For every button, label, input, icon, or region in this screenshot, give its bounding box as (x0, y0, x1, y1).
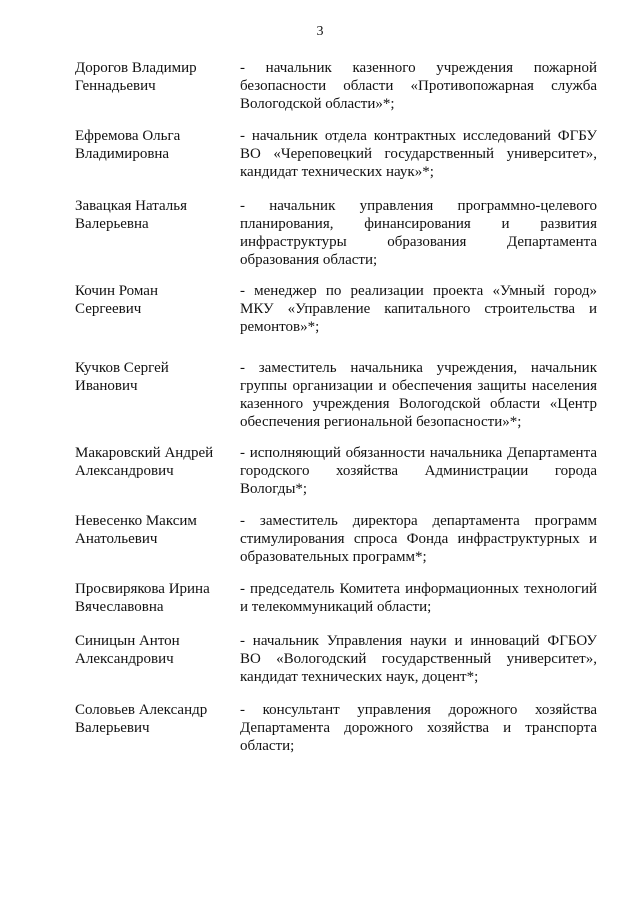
list-item (75, 444, 600, 512)
list-item (75, 512, 600, 580)
member-description: - начальник отдела контрактных исследований ФГБУ ВО «Череповецкий государственный университет», кандидат технических наук»*; (240, 128, 597, 180)
member-name: Кочин Роман Сергеевич (75, 283, 158, 317)
list-item (75, 632, 600, 701)
member-name: Макаровский Андрей Александрович (75, 445, 214, 479)
list-item (75, 580, 600, 632)
member-description: - менеджер по реализации проекта «Умный город» МКУ «Управление капитального строительства и ремонтов»*; (240, 283, 597, 335)
member-name: Просвирякова Ирина Вячеславовна (75, 581, 210, 615)
list-item (75, 359, 600, 444)
member-name: Синицын Антон Александрович (75, 633, 180, 667)
member-description: - начальник Управления науки и инноваций ФГБОУ ВО «Вологодский государственный университет», кандидат технических наук, доцент*; (240, 633, 597, 685)
member-name: Соловьев Александр Валерьевич (75, 702, 208, 736)
list-item (75, 197, 600, 282)
list-item (75, 701, 600, 761)
page-number: 3 (316, 24, 324, 39)
member-name: Завацкая Наталья Валерьевна (75, 198, 187, 232)
list-item (75, 59, 600, 127)
member-name: Дорогов Владимир Геннадьевич (75, 60, 197, 94)
list-item (75, 282, 600, 359)
member-list (75, 59, 600, 761)
member-description: - заместитель начальника учреждения, начальник группы организации и обеспечения защиты населения казенного учреждения Вологодской области «Центр обеспечения региональной безопасности»*; (240, 360, 597, 430)
member-name: Кучков Сергей Иванович (75, 360, 169, 394)
list-item (75, 127, 600, 197)
member-name: Ефремова Ольга Владимировна (75, 128, 181, 162)
member-name: Невесенко Максим Анатольевич (75, 513, 197, 547)
member-description: - исполняющий обязанности начальника Департамента городского хозяйства Администрации города Вологды*; (240, 445, 597, 497)
member-description: - председатель Комитета информационных технологий и телекоммуникаций области; (240, 581, 597, 615)
member-description: - начальник казенного учреждения пожарной безопасности области «Противопожарная служба Вологодской области»*; (240, 60, 597, 112)
member-description: - заместитель директора департамента программ стимулирования спроса Фонда инфраструктурных и образовательных программ*; (240, 513, 597, 565)
member-description: - консультант управления дорожного хозяйства Департамента дорожного хозяйства и транспорта области; (240, 702, 597, 754)
member-description: - начальник управления программно-целевого планирования, финансирования и развития инфраструктуры образования Департамента образования области; (240, 198, 597, 268)
